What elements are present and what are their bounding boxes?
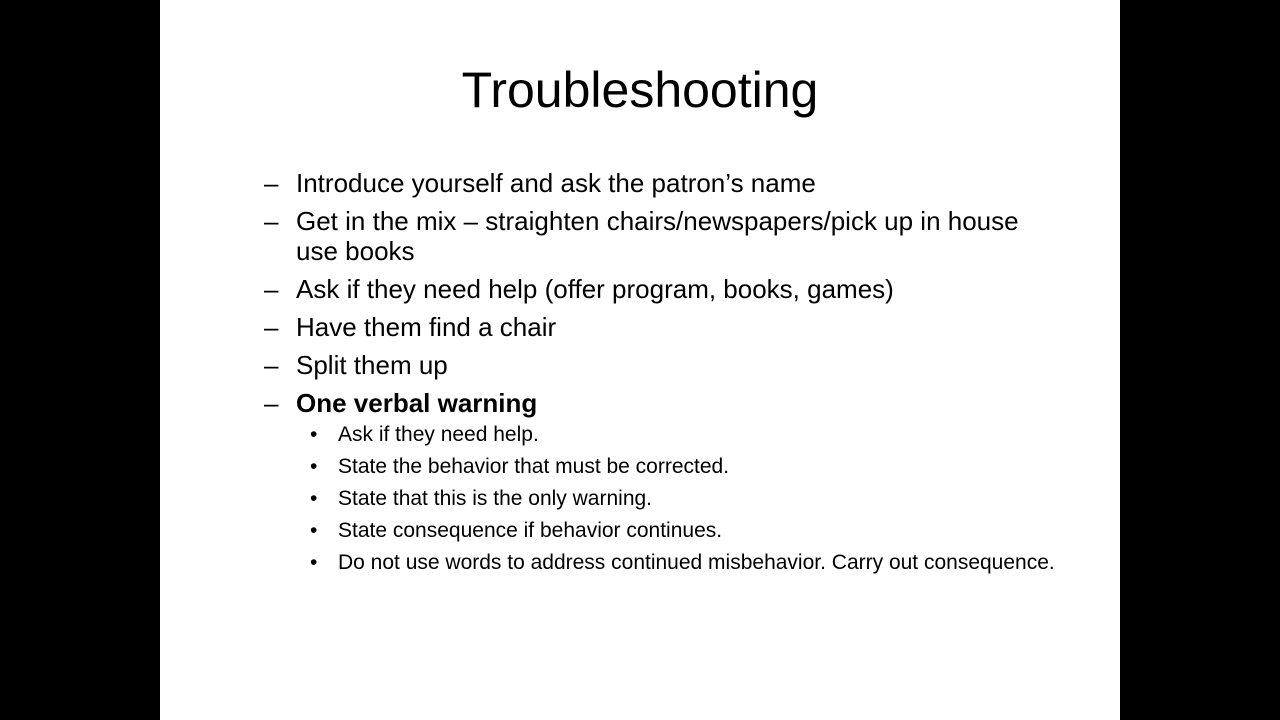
list-item <box>264 312 1064 342</box>
bullet-marker: • <box>310 551 318 574</box>
bullet-marker: • <box>310 487 318 510</box>
list-item <box>264 274 1064 304</box>
list-item <box>264 350 1064 380</box>
list-item <box>264 206 1064 266</box>
bullet-list <box>264 168 1064 582</box>
dash-marker: – <box>264 388 279 418</box>
bullet-marker: • <box>310 423 318 446</box>
dash-marker: – <box>264 312 279 342</box>
bullet-marker: • <box>310 519 318 542</box>
slide <box>160 0 1120 720</box>
list-item-text: Split them up <box>296 350 448 380</box>
list-item-text: Ask if they need help (offer program, books, games) <box>296 274 894 304</box>
dash-marker: – <box>264 168 279 198</box>
sub-list-item-text: Do not use words to address continued misbehavior. Carry out consequence. <box>338 551 1055 574</box>
dash-marker: – <box>264 274 279 304</box>
sub-list-item-text: State that this is the only warning. <box>338 487 653 510</box>
list-item-warning <box>264 388 1064 418</box>
sub-list-item-text: State consequence if behavior continues. <box>338 519 723 542</box>
sub-list-item <box>310 422 1064 448</box>
list-item-text: One verbal warning <box>296 388 538 418</box>
bullet-marker: • <box>310 455 318 478</box>
sub-list-item <box>310 550 1064 576</box>
sub-list-item-text: State the behavior that must be corrected. <box>338 455 730 478</box>
dash-marker: – <box>264 206 279 236</box>
slide-title: Troubleshooting <box>461 62 819 118</box>
dash-marker: – <box>264 350 279 380</box>
list-item-text: Have them find a chair <box>296 312 557 342</box>
sub-list-item <box>310 518 1064 544</box>
list-item-text: Get in the mix – straighten chairs/newspapers/pick up in house use books <box>296 206 1019 266</box>
list-item <box>264 168 1064 198</box>
list-item-text: Introduce yourself and ask the patron’s name <box>296 168 816 198</box>
sub-list-item <box>310 454 1064 480</box>
sub-list-item-text: Ask if they need help. <box>338 423 539 446</box>
sub-list-item <box>310 486 1064 512</box>
